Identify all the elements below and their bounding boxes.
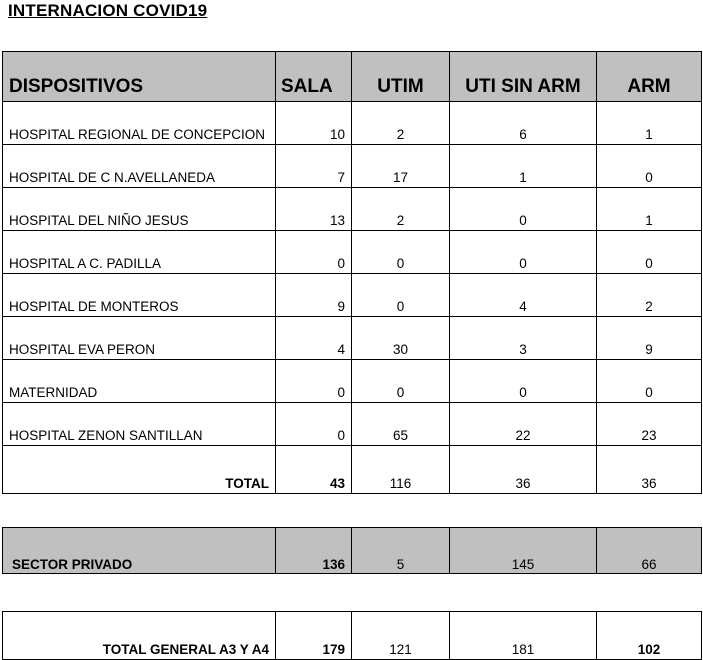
total-utim: 116	[352, 446, 450, 494]
row-uti-sin-arm: 4	[450, 274, 597, 317]
row-name: HOSPITAL A C. PADILLA	[3, 231, 276, 274]
row-sala: 0	[276, 231, 352, 274]
total-general-label: TOTAL GENERAL A3 Y A4	[3, 612, 276, 660]
header-arm: ARM	[597, 52, 702, 102]
row-arm: 0	[597, 145, 702, 188]
row-utim: 0	[352, 360, 450, 403]
table-row	[3, 317, 702, 360]
row-arm: 9	[597, 317, 702, 360]
row-uti-sin-arm: 3	[450, 317, 597, 360]
row-sala: 0	[276, 403, 352, 446]
row-name: HOSPITAL DE MONTEROS	[3, 274, 276, 317]
sector-privado-row	[3, 528, 702, 574]
sector-privado-utim: 5	[352, 528, 450, 574]
row-utim: 0	[352, 231, 450, 274]
row-sala: 7	[276, 145, 352, 188]
sector-privado-table	[2, 527, 702, 574]
row-uti-sin-arm: 22	[450, 403, 597, 446]
row-sala: 13	[276, 188, 352, 231]
total-general-uti-sin-arm: 181	[450, 612, 597, 660]
row-arm: 2	[597, 274, 702, 317]
header-dispositivos: DISPOSITIVOS	[3, 52, 276, 102]
table-row	[3, 145, 702, 188]
table-row	[3, 102, 702, 145]
row-uti-sin-arm: 6	[450, 102, 597, 145]
total-general-utim: 121	[352, 612, 450, 660]
row-arm: 23	[597, 403, 702, 446]
row-utim: 17	[352, 145, 450, 188]
total-sala: 43	[276, 446, 352, 494]
row-arm: 1	[597, 102, 702, 145]
row-sala: 9	[276, 274, 352, 317]
row-uti-sin-arm: 1	[450, 145, 597, 188]
header-sala: SALA	[276, 52, 352, 102]
row-name: HOSPITAL ZENON SANTILLAN	[3, 403, 276, 446]
total-uti-sin-arm: 36	[450, 446, 597, 494]
row-utim: 2	[352, 188, 450, 231]
row-arm: 0	[597, 231, 702, 274]
row-utim: 0	[352, 274, 450, 317]
total-general-table	[2, 611, 702, 660]
sector-privado-label: SECTOR PRIVADO	[3, 528, 276, 574]
table-row	[3, 274, 702, 317]
header-utim: UTIM	[352, 52, 450, 102]
header-uti-sin-arm: UTI SIN ARM	[450, 52, 597, 102]
total-general-arm: 102	[597, 612, 702, 660]
total-general-row	[3, 612, 702, 660]
row-utim: 2	[352, 102, 450, 145]
row-uti-sin-arm: 0	[450, 188, 597, 231]
page-title: INTERNACION COVID19	[8, 1, 208, 20]
row-name: HOSPITAL DE C N.AVELLANEDA	[3, 145, 276, 188]
row-uti-sin-arm: 0	[450, 360, 597, 403]
row-arm: 0	[597, 360, 702, 403]
table-row	[3, 188, 702, 231]
row-name: HOSPITAL DEL NIÑO JESUS	[3, 188, 276, 231]
internacion-table	[2, 51, 702, 494]
row-uti-sin-arm: 0	[450, 231, 597, 274]
sector-privado-arm: 66	[597, 528, 702, 574]
table-row	[3, 360, 702, 403]
total-label: TOTAL	[3, 446, 276, 494]
row-name: HOSPITAL EVA PERON	[3, 317, 276, 360]
row-name: MATERNIDAD	[3, 360, 276, 403]
row-utim: 30	[352, 317, 450, 360]
row-sala: 4	[276, 317, 352, 360]
header-row	[3, 52, 702, 102]
table-row	[3, 403, 702, 446]
total-arm: 36	[597, 446, 702, 494]
row-sala: 10	[276, 102, 352, 145]
sector-privado-sala: 136	[276, 528, 352, 574]
total-row	[3, 446, 702, 494]
sector-privado-uti-sin-arm: 145	[450, 528, 597, 574]
row-utim: 65	[352, 403, 450, 446]
row-name: HOSPITAL REGIONAL DE CONCEPCION	[3, 102, 276, 145]
table-row	[3, 231, 702, 274]
row-sala: 0	[276, 360, 352, 403]
row-arm: 1	[597, 188, 702, 231]
total-general-sala: 179	[276, 612, 352, 660]
